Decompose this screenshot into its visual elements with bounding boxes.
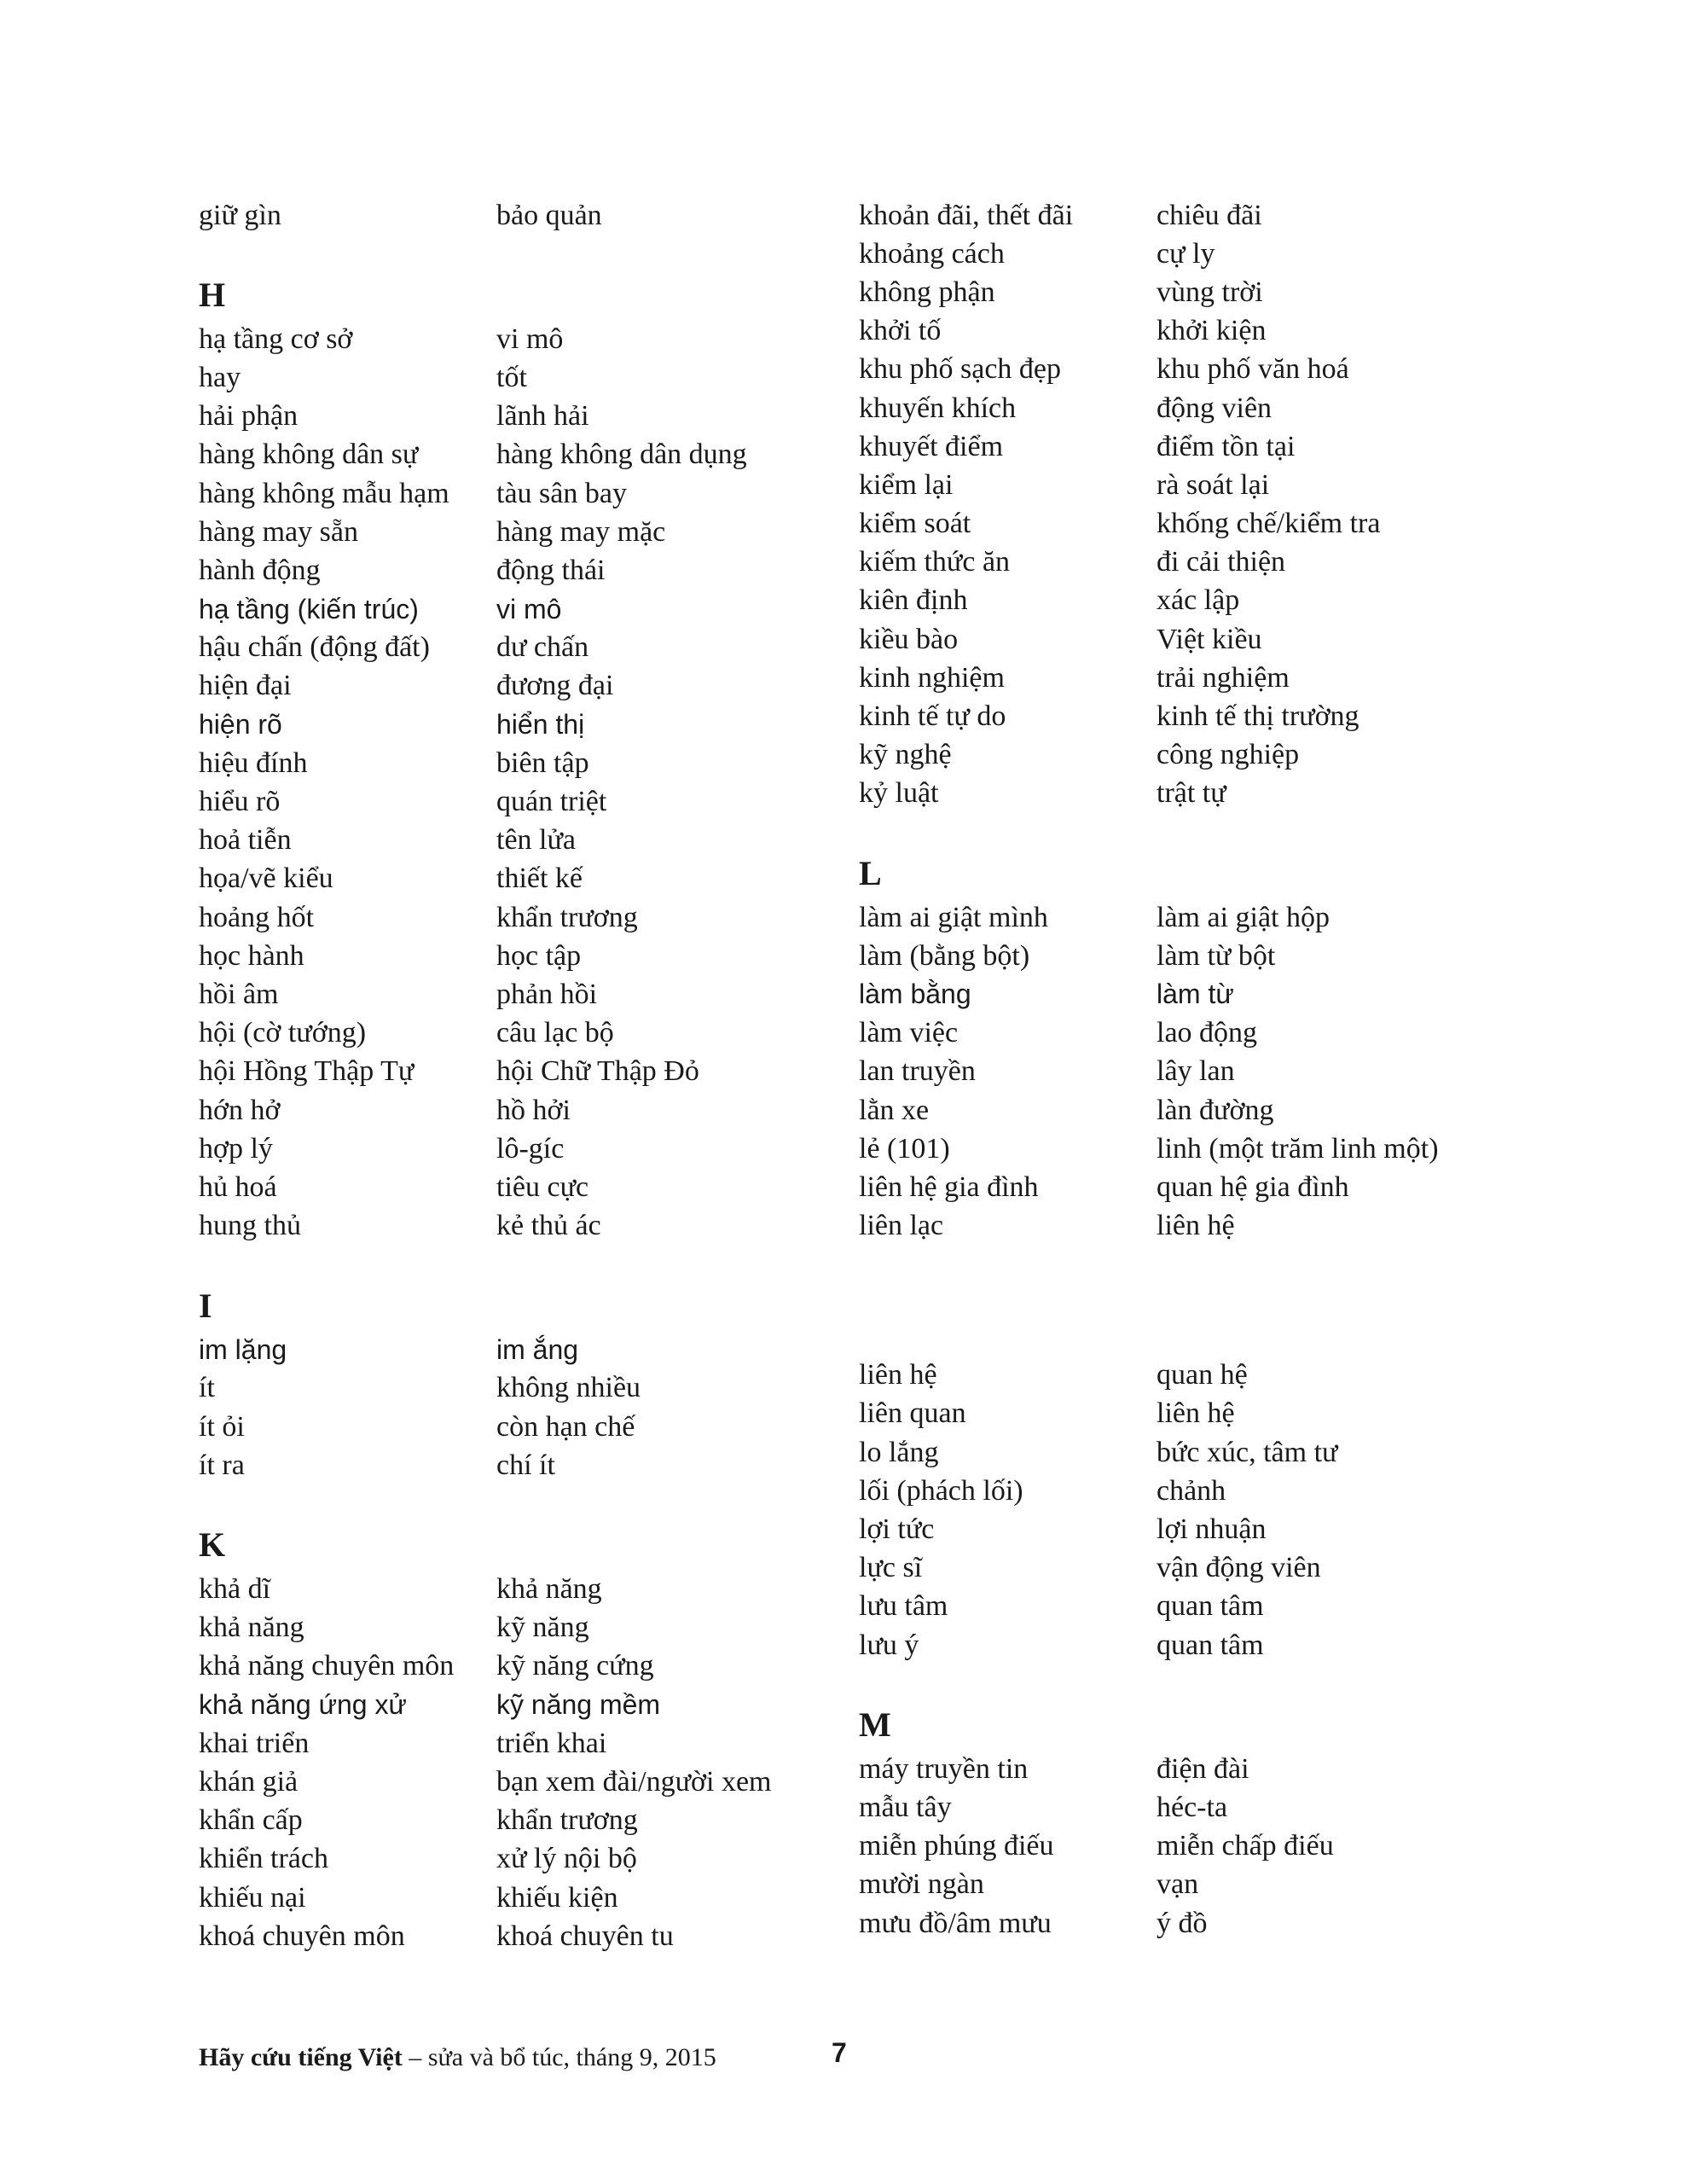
column-gap — [859, 1287, 1473, 1356]
entry-row — [199, 782, 813, 821]
entry-term: hội (cờ tướng) — [199, 1017, 367, 1049]
entry-term: lối (phách lối) — [859, 1474, 1023, 1507]
entry-term: giữ gìn — [199, 199, 281, 231]
entry-replacement: đi cải thiện — [1157, 546, 1286, 578]
entry-term: hạ tầng (kiến trúc) — [199, 593, 419, 624]
entry-row — [199, 1647, 813, 1686]
entry-row — [859, 1395, 1473, 1433]
section-continued — [859, 196, 1473, 813]
entry-replacement: quán triệt — [496, 786, 607, 818]
section-k — [199, 1525, 813, 1955]
entry-term: khu phố sạch đẹp — [859, 353, 1062, 386]
section-h — [199, 276, 813, 1246]
entry-term: khai triển — [199, 1727, 310, 1759]
entry-replacement: lây lan — [1157, 1055, 1235, 1088]
entry-term: lưu tâm — [859, 1590, 948, 1623]
entry-term: hậu chấn (động đất) — [199, 631, 430, 664]
entry-row — [199, 1609, 813, 1647]
entry-row — [199, 860, 813, 898]
entry-replacement: câu lạc bộ — [496, 1017, 614, 1049]
entry-term: hớn hở — [199, 1094, 281, 1126]
entry-term: lẻ (101) — [859, 1132, 950, 1165]
section-i — [199, 1287, 813, 1485]
section-l — [859, 854, 1473, 1246]
entry-row — [859, 1588, 1473, 1626]
entry-row — [859, 389, 1473, 427]
footer-title: Hãy cứu tiếng Việt — [199, 2043, 403, 2071]
entry-replacement: phản hồi — [496, 978, 598, 1010]
entry-term: kiểm soát — [859, 508, 971, 540]
entry-row — [859, 1168, 1473, 1206]
entry-row — [199, 1570, 813, 1608]
entry-row — [859, 775, 1473, 813]
entry-row — [199, 1917, 813, 1955]
entry-replacement: Việt kiều — [1157, 623, 1262, 655]
entry-replacement: trật tự — [1157, 777, 1226, 810]
entry-row — [199, 474, 813, 513]
entry-replacement: vạn — [1157, 1868, 1199, 1901]
footer-edition: – sửa và bổ túc, tháng 9, 2015 — [402, 2043, 716, 2071]
entry-term: hiệu đính — [199, 746, 308, 779]
entry-term: làm bằng — [859, 979, 971, 1010]
entry-row — [859, 235, 1473, 273]
entry-replacement: vi mô — [496, 593, 562, 624]
section-letter: L — [859, 854, 882, 892]
entry-term: hiện đại — [199, 670, 292, 702]
left-column — [199, 196, 813, 1996]
entry-term: khoá chuyên môn — [199, 1920, 405, 1952]
entry-replacement: vùng trời — [1157, 276, 1263, 308]
entry-row — [199, 1369, 813, 1408]
entry-row — [859, 736, 1473, 775]
entry-term: làm việc — [859, 1017, 959, 1049]
entry-replacement: quan tâm — [1157, 1629, 1264, 1661]
entry-replacement: bảo quản — [496, 199, 602, 231]
entry-replacement: kinh tế thị trường — [1157, 700, 1359, 733]
entry-row — [199, 975, 813, 1014]
entry-row — [859, 1130, 1473, 1168]
entry-row — [859, 1549, 1473, 1588]
entry-term: khoảng cách — [859, 237, 1005, 270]
page-number: 7 — [832, 2037, 847, 2068]
entry-term: hiện rõ — [199, 709, 282, 741]
entry-term: hạ tầng cơ sở — [199, 322, 353, 355]
entry-replacement: thiết kế — [496, 863, 583, 895]
entry-term: khả năng ứng xử — [199, 1689, 407, 1721]
entry-term: hàng không mẫu hạm — [199, 477, 449, 509]
entry-replacement: trải nghiệm — [1157, 661, 1290, 694]
entry-replacement: làn đường — [1157, 1094, 1274, 1126]
entry-replacement: kỹ năng cứng — [496, 1650, 654, 1682]
entry-replacement: khẩn trương — [496, 901, 638, 933]
entry-row — [859, 1053, 1473, 1091]
entry-term: máy truyền tin — [859, 1752, 1029, 1785]
right-column — [859, 196, 1473, 1984]
entry-replacement: kỹ năng mềm — [496, 1689, 661, 1721]
entry-term: kiều bào — [859, 623, 959, 655]
entry-row — [859, 543, 1473, 582]
entry-term: kỹ nghệ — [859, 739, 952, 771]
entry-term: hành động — [199, 554, 321, 586]
entry-row — [859, 505, 1473, 543]
entry-replacement: khiếu kiện — [496, 1881, 618, 1914]
entry-term: hiểu rõ — [199, 786, 281, 818]
entry-term: lợi tức — [859, 1513, 935, 1546]
entry-row — [859, 1472, 1473, 1510]
entry-replacement: ý đồ — [1157, 1907, 1208, 1939]
section-continued — [859, 1356, 1473, 1665]
entry-term: ít ỏi — [199, 1410, 245, 1443]
entry-replacement: cự ly — [1157, 237, 1215, 270]
entry-term: hợp lý — [199, 1132, 273, 1165]
entry-row — [859, 1433, 1473, 1472]
entry-term: hồi âm — [199, 978, 279, 1010]
entry-row — [199, 1091, 813, 1130]
entry-replacement: tên lửa — [496, 824, 577, 857]
entry-row — [199, 898, 813, 937]
entry-replacement: kẻ thủ ác — [496, 1210, 601, 1242]
entry-row — [199, 398, 813, 436]
entry-replacement: không nhiều — [496, 1372, 641, 1404]
entry-replacement: lãnh hải — [496, 400, 589, 433]
entry-replacement: làm từ — [1157, 979, 1234, 1010]
entry-term: ít ra — [199, 1449, 245, 1481]
entry-replacement: hội Chữ Thập Đỏ — [496, 1055, 699, 1088]
entry-term: mẫu tây — [859, 1791, 952, 1823]
entry-row — [199, 1763, 813, 1801]
entry-row — [199, 1686, 813, 1724]
entry-row — [859, 937, 1473, 975]
entry-row — [859, 620, 1473, 659]
entry-row — [859, 1510, 1473, 1548]
entry-term: khả năng chuyên môn — [199, 1650, 455, 1682]
entry-term: hàng may sẵn — [199, 515, 358, 548]
entry-row — [859, 1904, 1473, 1943]
entry-row — [859, 975, 1473, 1014]
entry-term: im lặng — [199, 1333, 287, 1365]
entry-row — [199, 1408, 813, 1446]
entry-term: hay — [199, 361, 241, 393]
entry-term: lưu ý — [859, 1629, 919, 1661]
entry-replacement: khoá chuyên tu — [496, 1920, 674, 1952]
entry-replacement: khả năng — [496, 1573, 602, 1606]
entry-replacement: lô-gíc — [496, 1132, 565, 1165]
entry-row — [859, 1866, 1473, 1904]
entry-row — [199, 1053, 813, 1091]
entry-term: khoản đãi, thết đãi — [859, 199, 1074, 231]
entry-replacement: héc-ta — [1157, 1791, 1228, 1823]
entry-row — [859, 898, 1473, 937]
entry-term: làm ai giật mình — [859, 901, 1048, 933]
entry-replacement: làm ai giật hộp — [1157, 901, 1330, 933]
entry-replacement: động viên — [1157, 392, 1272, 424]
entry-term: khiển trách — [199, 1843, 328, 1875]
entry-term: miễn phúng điếu — [859, 1830, 1054, 1862]
section-letter: K — [199, 1525, 226, 1565]
entry-term: kinh nghiệm — [859, 661, 1005, 694]
entry-term: liên hệ gia đình — [859, 1170, 1039, 1203]
entry-row — [859, 697, 1473, 735]
entry-row — [199, 1014, 813, 1053]
entry-row — [199, 1446, 813, 1484]
entry-row — [199, 629, 813, 667]
entry-replacement: khống chế/kiểm tra — [1157, 508, 1381, 540]
entry-term: hàng không dân sự — [199, 439, 419, 471]
entry-row — [859, 1207, 1473, 1246]
entry-term: mưu đồ/âm mưu — [859, 1907, 1052, 1939]
entry-term: làm (bằng bột) — [859, 939, 1030, 972]
entry-row — [199, 822, 813, 860]
entry-term: khả dĩ — [199, 1573, 271, 1606]
entry-term: kinh tế tự do — [859, 700, 1006, 733]
entry-row — [859, 582, 1473, 620]
entry-replacement: hiển thị — [496, 709, 585, 741]
entry-row — [199, 590, 813, 629]
entry-term: liên hệ — [859, 1359, 937, 1391]
entry-term: khả năng — [199, 1612, 304, 1644]
entry-row — [199, 1168, 813, 1206]
entry-replacement: vi mô — [496, 322, 564, 355]
entry-term: ít — [199, 1372, 215, 1404]
entry-row — [199, 1840, 813, 1879]
entry-replacement: công nghiệp — [1157, 739, 1300, 771]
entry-replacement: khẩn trương — [496, 1804, 638, 1837]
section-letter: M — [859, 1705, 891, 1745]
entry-term: hải phận — [199, 400, 299, 433]
entry-row — [199, 436, 813, 474]
entry-replacement: kỹ năng — [496, 1612, 589, 1644]
entry-row — [859, 1356, 1473, 1395]
entry-term: kỷ luật — [859, 777, 939, 810]
entry-replacement: hàng không dân dụng — [496, 439, 747, 471]
entry-replacement: dư chấn — [496, 631, 589, 664]
entry-term: khán giả — [199, 1765, 299, 1798]
entry-replacement: xác lập — [1157, 584, 1240, 617]
entry-row — [199, 1724, 813, 1763]
entry-row — [199, 744, 813, 782]
entry-replacement: chiêu đãi — [1157, 199, 1262, 231]
entry-replacement: tiêu cực — [496, 1170, 589, 1203]
entry-replacement: bạn xem đài/người xem — [496, 1765, 772, 1798]
entry-term: lằn xe — [859, 1094, 930, 1126]
entry-replacement: tàu sân bay — [496, 477, 627, 509]
section-continued — [199, 196, 813, 235]
entry-row — [199, 358, 813, 397]
entry-term: mười ngàn — [859, 1868, 984, 1901]
entry-row — [199, 320, 813, 358]
entry-row — [199, 551, 813, 590]
entry-replacement: tốt — [496, 361, 527, 393]
entry-row — [859, 427, 1473, 466]
entry-term: khiếu nại — [199, 1881, 306, 1914]
entry-row — [859, 196, 1473, 235]
entry-term: hoảng hốt — [199, 901, 315, 933]
entry-replacement: đương đại — [496, 670, 614, 702]
entry-replacement: hồ hởi — [496, 1094, 571, 1126]
entry-row — [199, 1802, 813, 1840]
entry-row — [199, 1331, 813, 1369]
entry-replacement: bức xúc, tâm tư — [1157, 1436, 1338, 1468]
entry-replacement: học tập — [496, 939, 582, 972]
entry-row — [859, 1091, 1473, 1130]
entry-row — [859, 659, 1473, 697]
entry-replacement: động thái — [496, 554, 606, 586]
entry-term: kiếm thức ăn — [859, 546, 1011, 578]
section-letter: H — [199, 276, 226, 315]
entry-replacement: chí ít — [496, 1449, 555, 1481]
entry-row — [199, 706, 813, 744]
entry-term: khuyến khích — [859, 392, 1017, 424]
entry-term: liên quan — [859, 1397, 966, 1430]
entry-replacement: điện đài — [1157, 1752, 1249, 1785]
entry-row — [859, 1827, 1473, 1866]
entry-term: lan truyền — [859, 1055, 976, 1088]
entry-row — [859, 351, 1473, 389]
entry-row — [859, 1750, 1473, 1788]
entry-row — [859, 1626, 1473, 1664]
entry-term: lo lắng — [859, 1436, 939, 1468]
entry-replacement: vận động viên — [1157, 1552, 1321, 1584]
entry-term: lực sĩ — [859, 1552, 923, 1584]
entry-row — [199, 196, 813, 235]
entry-row — [859, 312, 1473, 351]
entry-row — [199, 937, 813, 975]
entry-replacement: liên hệ — [1157, 1397, 1235, 1430]
entry-term: họa/vẽ kiểu — [199, 863, 333, 895]
entry-replacement: làm từ bột — [1157, 939, 1276, 972]
entry-replacement: chảnh — [1157, 1474, 1226, 1507]
entry-replacement: quan hệ gia đình — [1157, 1170, 1349, 1203]
section-letter: I — [199, 1286, 212, 1325]
entry-term: hoả tiễn — [199, 824, 292, 857]
entry-term: hung thủ — [199, 1210, 301, 1242]
entry-replacement: còn hạn chế — [496, 1410, 635, 1443]
entry-term: học hành — [199, 939, 304, 972]
entry-replacement: quan hệ — [1157, 1359, 1248, 1391]
entry-row — [859, 1788, 1473, 1827]
entry-replacement: biên tập — [496, 746, 589, 779]
entry-replacement: hàng may mặc — [496, 515, 666, 548]
entry-term: không phận — [859, 276, 995, 308]
entry-term: khẩn cấp — [199, 1804, 303, 1837]
entry-replacement: khu phố văn hoá — [1157, 353, 1349, 386]
entry-replacement: linh (một trăm linh một) — [1157, 1132, 1439, 1165]
entry-row — [199, 667, 813, 706]
entry-row — [199, 1130, 813, 1168]
entry-replacement: lao động — [1157, 1017, 1258, 1049]
entry-row — [199, 513, 813, 551]
entry-replacement: im ắng — [496, 1333, 579, 1365]
entry-term: kiểm lại — [859, 468, 954, 501]
entry-row — [199, 1879, 813, 1917]
entry-term: hủ hoá — [199, 1170, 277, 1203]
entry-term: khởi tố — [859, 315, 942, 347]
entry-replacement: xử lý nội bộ — [496, 1843, 637, 1875]
entry-replacement: khởi kiện — [1157, 315, 1267, 347]
entry-replacement: quan tâm — [1157, 1590, 1264, 1623]
entry-replacement: miễn chấp điếu — [1157, 1830, 1334, 1862]
entry-replacement: triển khai — [496, 1727, 607, 1759]
entry-term: kiên định — [859, 584, 968, 617]
entry-replacement: điểm tồn tại — [1157, 430, 1296, 462]
entry-term: liên lạc — [859, 1210, 944, 1242]
entry-term: hội Hồng Thập Tự — [199, 1055, 415, 1088]
entry-term: khuyết điểm — [859, 430, 1004, 462]
entry-row — [199, 1207, 813, 1246]
entry-row — [859, 1014, 1473, 1053]
section-m — [859, 1705, 1473, 1943]
entry-row — [859, 273, 1473, 311]
entry-replacement: rà soát lại — [1157, 468, 1270, 501]
entry-replacement: lợi nhuận — [1157, 1513, 1267, 1546]
entry-row — [859, 466, 1473, 504]
entry-replacement: liên hệ — [1157, 1210, 1235, 1242]
